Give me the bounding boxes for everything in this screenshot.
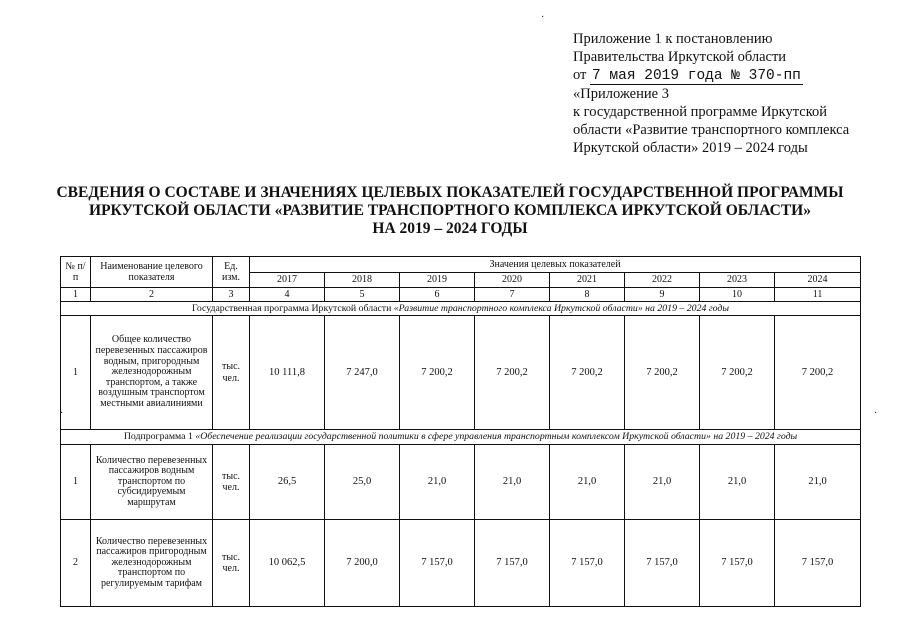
date-value: 7 мая 2019 года № 370-пп bbox=[592, 68, 801, 84]
section-program-prefix: Государственная программа Иркутской области bbox=[192, 302, 394, 314]
value-cell: 7 157,0 bbox=[400, 520, 475, 607]
column-number: 3 bbox=[213, 288, 250, 302]
column-number: 2 bbox=[91, 288, 213, 302]
year-header: 2024 bbox=[775, 273, 861, 288]
column-number: 6 bbox=[400, 288, 475, 302]
value-cell: 7 157,0 bbox=[775, 520, 861, 607]
indicator-unit: тыс. чел. bbox=[213, 316, 250, 430]
indicator-name: Количество перевезенных пассажиров водным транспортом по субсидируемым маршрутам bbox=[91, 445, 213, 520]
header-line-5: к государственной программе Иркутской bbox=[573, 104, 828, 120]
value-cell: 7 157,0 bbox=[550, 520, 625, 607]
column-number: 10 bbox=[700, 288, 775, 302]
value-cell: 7 200,2 bbox=[775, 316, 861, 430]
value-cell: 21,0 bbox=[400, 445, 475, 520]
header-values-group: Значения целевых показателей bbox=[250, 257, 861, 273]
section-program-cell bbox=[61, 302, 861, 316]
value-cell: 7 157,0 bbox=[700, 520, 775, 607]
title-line-3: НА 2019 – 2024 ГОДЫ bbox=[372, 220, 528, 237]
value-cell: 7 200,2 bbox=[625, 316, 700, 430]
section-program-name: «Развитие транспортного комплекса Иркутской области» на 2019 – 2024 годы bbox=[393, 302, 730, 314]
header-unit: Ед. изм. bbox=[213, 257, 250, 288]
year-header: 2019 bbox=[400, 273, 475, 288]
document-header bbox=[573, 30, 893, 157]
year-header: 2021 bbox=[550, 273, 625, 288]
section-subprogram-name: «Обеспечение реализации государственной политики в сфере управления транспортным комплексом Иркутской области» на 2019 – 2024 годы bbox=[195, 431, 798, 443]
column-number: 9 bbox=[625, 288, 700, 302]
header-line-2: Правительства Иркутской области bbox=[573, 49, 787, 65]
value-cell: 7 200,0 bbox=[325, 520, 400, 607]
column-number: 8 bbox=[550, 288, 625, 302]
indicator-unit: тыс. чел. bbox=[213, 445, 250, 520]
header-name: Наименование целевого показателя bbox=[91, 257, 213, 288]
value-cell: 10 062,5 bbox=[250, 520, 325, 607]
date-prefix: от bbox=[573, 67, 587, 83]
header-date-line bbox=[573, 66, 893, 85]
section-row-subprogram bbox=[61, 430, 861, 445]
value-cell: 26,5 bbox=[250, 445, 325, 520]
row-num: 1 bbox=[61, 445, 91, 520]
column-number: 11 bbox=[775, 288, 861, 302]
value-cell: 21,0 bbox=[700, 445, 775, 520]
table-row bbox=[61, 445, 861, 520]
column-number: 7 bbox=[475, 288, 550, 302]
value-cell: 7 247,0 bbox=[325, 316, 400, 430]
column-number: 4 bbox=[250, 288, 325, 302]
value-cell: 21,0 bbox=[475, 445, 550, 520]
header-num: № п/п bbox=[61, 257, 91, 288]
table-row bbox=[61, 316, 861, 430]
row-num: 2 bbox=[61, 520, 91, 607]
title-line-2: ИРКУТСКОЙ ОБЛАСТИ «РАЗВИТИЕ ТРАНСПОРТНОГО КОМПЛЕКСА ИРКУТСКОЙ ОБЛАСТИ» bbox=[89, 202, 811, 219]
header-line-4: «Приложение 3 bbox=[573, 86, 669, 102]
value-cell: 7 200,2 bbox=[700, 316, 775, 430]
document-title bbox=[40, 184, 860, 238]
value-cell: 21,0 bbox=[775, 445, 861, 520]
year-header: 2020 bbox=[475, 273, 550, 288]
column-numbers-row bbox=[61, 288, 861, 302]
indicator-name: Общее количество перевезенных пассажиров водным, пригородным железнодорожным транспортом, а также воздушным транспортом местными авиалиниями bbox=[91, 316, 213, 430]
header-row bbox=[61, 257, 861, 273]
year-header: 2018 bbox=[325, 273, 400, 288]
indicators-table bbox=[60, 256, 861, 607]
value-cell: 7 200,2 bbox=[400, 316, 475, 430]
scan-speck: · bbox=[60, 408, 64, 419]
scan-speck: · bbox=[541, 12, 545, 23]
column-number: 1 bbox=[61, 288, 91, 302]
year-header: 2022 bbox=[625, 273, 700, 288]
indicator-name: Количество перевезенных пассажиров пригородным железнодорожным транспортом по регулируемым тарифам bbox=[91, 520, 213, 607]
value-cell: 21,0 bbox=[550, 445, 625, 520]
year-header: 2023 bbox=[700, 273, 775, 288]
column-number: 5 bbox=[325, 288, 400, 302]
header-line-6: области «Развитие транспортного комплекса bbox=[573, 122, 850, 138]
year-header: 2017 bbox=[250, 273, 325, 288]
indicator-unit: тыс. чел. bbox=[213, 520, 250, 607]
value-cell: 7 200,2 bbox=[475, 316, 550, 430]
header-line-1: Приложение 1 к постановлению bbox=[573, 31, 773, 47]
section-subprogram-cell bbox=[61, 430, 861, 445]
value-cell: 7 200,2 bbox=[550, 316, 625, 430]
section-row-program bbox=[61, 302, 861, 316]
table-row bbox=[61, 520, 861, 607]
row-num: 1 bbox=[61, 316, 91, 430]
value-cell: 7 157,0 bbox=[625, 520, 700, 607]
section-subprogram-prefix: Подпрограмма 1 bbox=[123, 431, 196, 443]
value-cell: 21,0 bbox=[625, 445, 700, 520]
scan-speck: · bbox=[874, 408, 878, 419]
title-line-1: СВЕДЕНИЯ О СОСТАВЕ И ЗНАЧЕНИЯХ ЦЕЛЕВЫХ ПОКАЗАТЕЛЕЙ ГОСУДАРСТВЕННОЙ ПРОГРАММЫ bbox=[56, 184, 844, 201]
value-cell: 7 157,0 bbox=[475, 520, 550, 607]
header-line-7: Иркутской области» 2019 – 2024 годы bbox=[573, 140, 808, 156]
value-cell: 25,0 bbox=[325, 445, 400, 520]
value-cell: 10 111,8 bbox=[250, 316, 325, 430]
